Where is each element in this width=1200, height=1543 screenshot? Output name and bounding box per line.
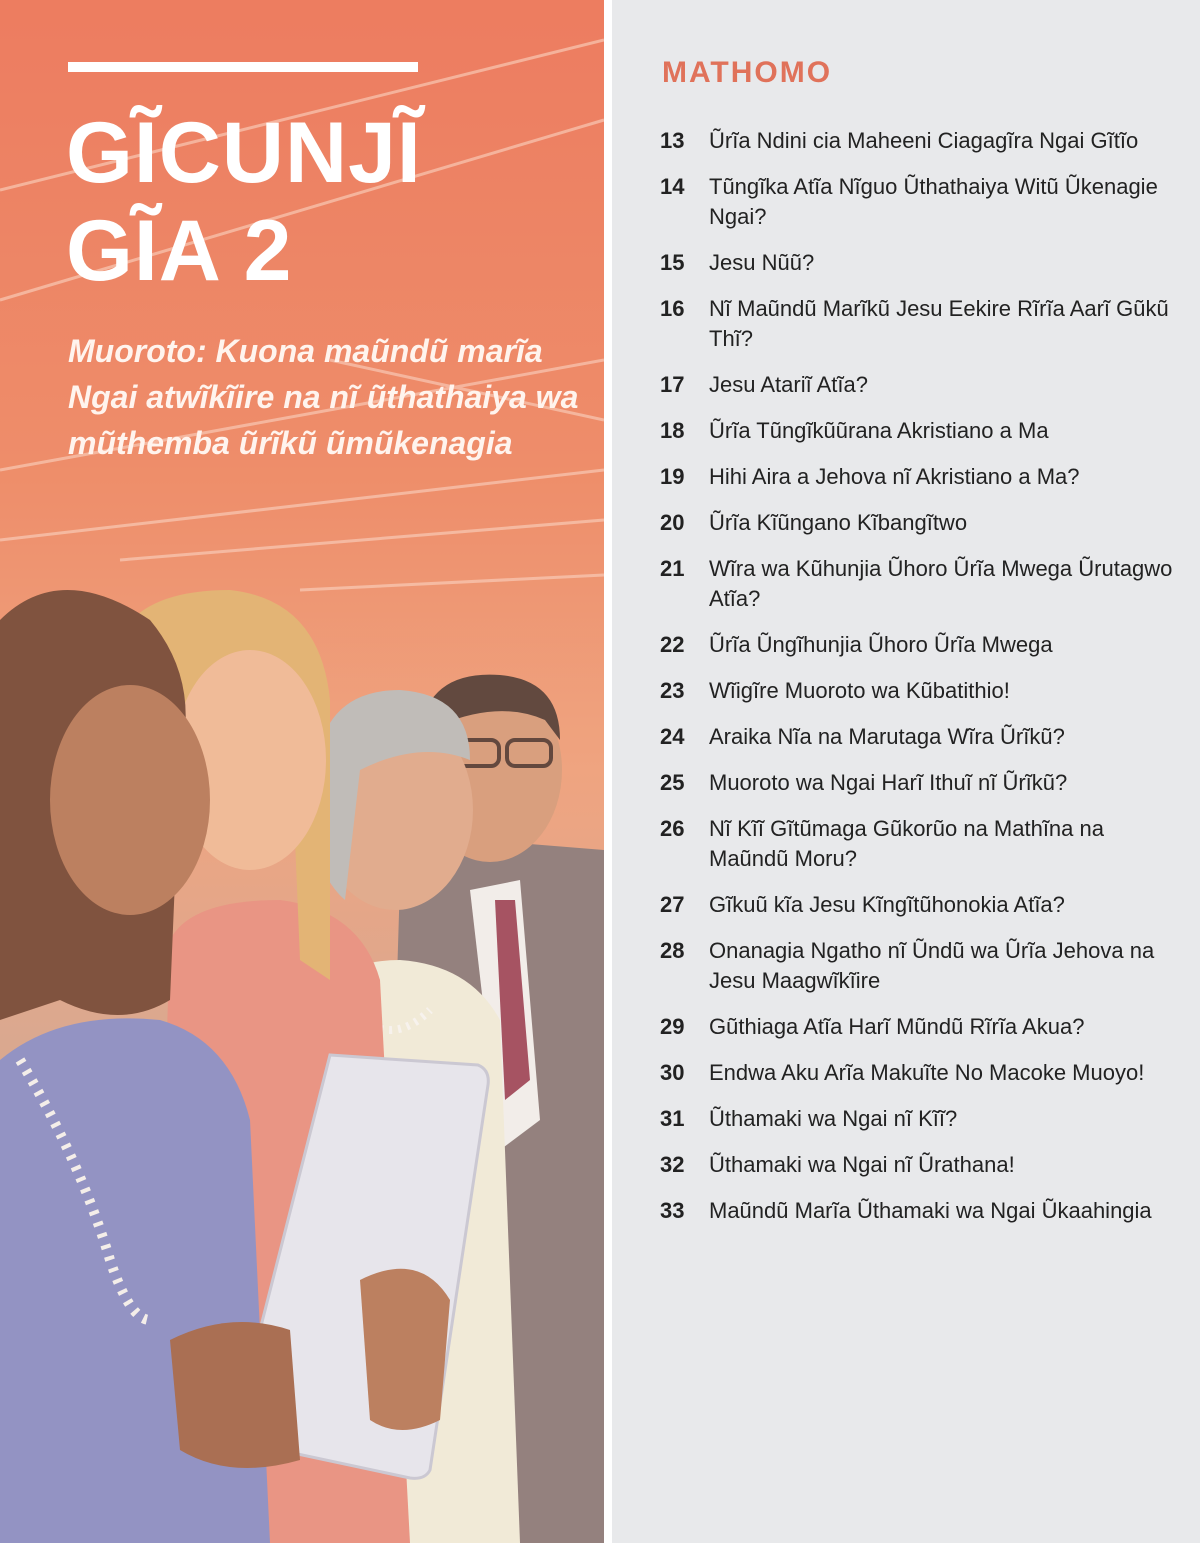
lesson-item[interactable] [660, 676, 1180, 706]
lesson-item[interactable] [660, 722, 1180, 752]
lesson-number: 28 [660, 938, 685, 963]
lesson-number: 16 [660, 296, 685, 321]
lesson-number: 25 [660, 770, 685, 795]
lesson-title: Wĩigĩre Muoroto wa Kũbatithio! [709, 678, 1010, 703]
lesson-title: Nĩ Maũndũ Marĩkũ Jesu Eekire Rĩrĩa Aarĩ Gũkũ Thĩ? [709, 296, 1169, 351]
lesson-title: Wĩra wa Kũhunjia Ũhoro Ũrĩa Mwega Ũrutagwo Atĩa? [709, 556, 1173, 611]
lesson-number: 23 [660, 678, 685, 703]
lesson-title: Tũngĩka Atĩa Nĩguo Ũthathaiya Witũ Ũkenagie Ngai? [709, 174, 1158, 229]
lesson-item[interactable] [660, 294, 1180, 354]
lesson-number: 32 [660, 1152, 685, 1177]
section-title-line1: GĨCUNJĨ [66, 105, 422, 201]
lesson-title: Ũthamaki wa Ngai nĩ Kĩĩ? [709, 1106, 958, 1131]
lesson-number: 30 [660, 1060, 685, 1085]
lesson-item[interactable] [660, 814, 1180, 874]
lesson-title: Araika Nĩa na Marutaga Wĩra Ũrĩkũ? [709, 724, 1065, 749]
lesson-item[interactable] [660, 1058, 1180, 1088]
title-rule [68, 62, 418, 72]
lesson-item[interactable] [660, 1196, 1180, 1226]
lesson-title: Maũndũ Marĩa Ũthamaki wa Ngai Ũkaahingia [709, 1198, 1152, 1223]
lesson-number: 22 [660, 632, 685, 657]
lesson-number: 31 [660, 1106, 685, 1131]
lesson-item[interactable] [660, 554, 1180, 614]
contents-heading: MATHOMO [662, 56, 833, 89]
lesson-item[interactable] [660, 768, 1180, 798]
lesson-title: Ũrĩa Kĩũngano Kĩbangĩtwo [709, 510, 968, 535]
lesson-number: 13 [660, 128, 685, 153]
lesson-number: 26 [660, 816, 685, 841]
lesson-title: Endwa Aku Arĩa Makuĩte No Macoke Muoyo! [709, 1060, 1145, 1085]
lesson-title: Ũrĩa Tũngĩkũũrana Akristiano a Ma [709, 418, 1049, 443]
lesson-item[interactable] [660, 936, 1180, 996]
lesson-title: Jesu Atariĩ Atĩa? [709, 372, 868, 397]
lesson-title: Nĩ Kĩĩ Gĩtũmaga Gũkorũo na Mathĩna na Maũndũ Moru? [709, 816, 1104, 871]
lesson-number: 20 [660, 510, 685, 535]
lesson-number: 27 [660, 892, 685, 917]
lesson-item[interactable] [660, 462, 1180, 492]
lesson-number: 21 [660, 556, 685, 581]
lesson-number: 29 [660, 1014, 685, 1039]
gutter [604, 0, 612, 1543]
section-goal: Muoroto: Kuona maũndũ marĩa Ngai atwĩkĩire na nĩ ũthathaiya wa mũthemba ũrĩkũ ũmũkenagia [68, 333, 579, 461]
lesson-number: 18 [660, 418, 685, 443]
lesson-item[interactable] [660, 1104, 1180, 1134]
lesson-item[interactable] [660, 416, 1180, 446]
lesson-title: Ũthamaki wa Ngai nĩ Ũrathana! [709, 1152, 1015, 1177]
lesson-item[interactable] [660, 126, 1180, 156]
section-title-line2: GĨA 2 [66, 203, 293, 299]
lesson-number: 19 [660, 464, 685, 489]
section-title [66, 104, 422, 300]
lesson-number: 14 [660, 174, 685, 199]
lesson-title: Jesu Nũũ? [709, 250, 815, 275]
lesson-item[interactable] [660, 890, 1180, 920]
lesson-number: 33 [660, 1198, 685, 1223]
contents-list [660, 126, 1180, 1242]
lesson-item[interactable] [660, 248, 1180, 278]
lesson-title: Ũrĩa Ndini cia Maheeni Ciagagĩra Ngai Gĩtĩo [709, 128, 1139, 153]
lesson-number: 24 [660, 724, 685, 749]
lesson-item[interactable] [660, 630, 1180, 660]
lesson-title: Gĩkuũ kĩa Jesu Kĩngĩtũhonokia Atĩa? [709, 892, 1065, 917]
lesson-item[interactable] [660, 172, 1180, 232]
lesson-number: 15 [660, 250, 685, 275]
lesson-title: Hihi Aira a Jehova nĩ Akristiano a Ma? [709, 464, 1080, 489]
lesson-title: Ũrĩa Ũngĩhunjia Ũhoro Ũrĩa Mwega [709, 632, 1053, 657]
lesson-item[interactable] [660, 508, 1180, 538]
lesson-item[interactable] [660, 370, 1180, 400]
lesson-title: Muoroto wa Ngai Harĩ Ithuĩ nĩ Ũrĩkũ? [709, 770, 1068, 795]
lesson-title: Gũthiaga Atĩa Harĩ Mũndũ Rĩrĩa Akua? [709, 1014, 1085, 1039]
lesson-item[interactable] [660, 1150, 1180, 1180]
lesson-number: 17 [660, 372, 685, 397]
lesson-item[interactable] [660, 1012, 1180, 1042]
lesson-title: Onanagia Ngatho nĩ Ũndũ wa Ũrĩa Jehova na Jesu Maagwĩkĩire [709, 938, 1155, 993]
